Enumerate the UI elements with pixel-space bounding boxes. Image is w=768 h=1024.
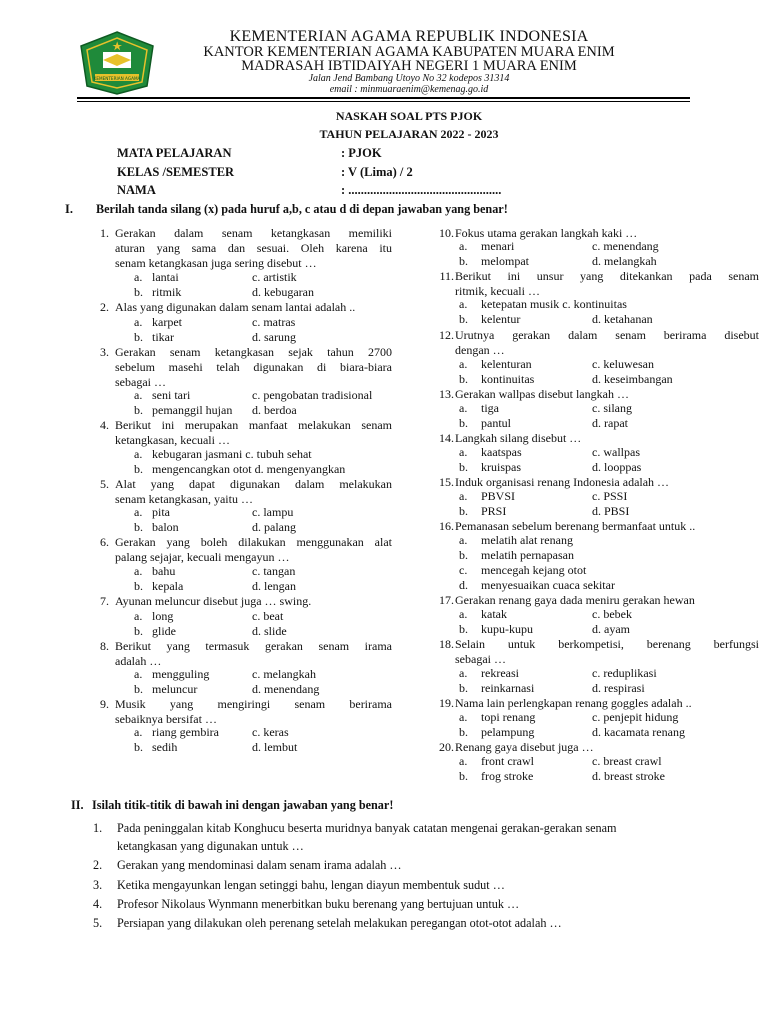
question-text: Gerakan renang gaya dada meniru gerakan hewan	[455, 593, 695, 607]
option-b-letter: b.	[459, 372, 468, 386]
question-text: Gerakan yang boleh dilakukan menggunakan alat	[115, 535, 392, 549]
name-field[interactable]: : .................................................	[341, 183, 502, 197]
question-text: senam ketangkasan juga sering disebut …	[115, 256, 317, 271]
question-number: 1.	[100, 226, 109, 240]
option-b-letter: b.	[134, 285, 143, 299]
option-a-letter: a.	[459, 710, 468, 724]
question-number: 19.	[439, 696, 454, 710]
option-a-letter: a.	[134, 667, 143, 681]
fill-item-text: Profesor Nikolaus Wynmann menerbitkan buku berenang yang bertujuan untuk …	[117, 897, 520, 911]
option-a-letter: a.	[459, 666, 468, 680]
option-a[interactable]: long	[152, 609, 174, 623]
question-text: Gerakan dalam senam ketangkasan memiliki	[115, 226, 392, 240]
option-b-letter: b.	[134, 682, 143, 696]
option-b[interactable]: sedih	[152, 740, 178, 754]
option-b-letter: b.	[459, 416, 468, 430]
question-number: 15.	[439, 475, 454, 489]
option-b[interactable]: kupu-kupu	[481, 622, 533, 636]
option-a[interactable]: kebugaran jasmani c. tubuh sehat	[152, 447, 312, 461]
question-text: sebaiknya bersifat …	[115, 712, 217, 727]
fill-item-number: 1.	[93, 821, 103, 835]
question-text: Selain untuk berkompetisi, berenang berfungsi	[455, 637, 759, 651]
option-a-letter: a.	[459, 401, 468, 415]
question-number: 14.	[439, 431, 454, 445]
question-number: 20.	[439, 740, 454, 754]
option-a[interactable]: rekreasi	[481, 666, 519, 680]
question-number: 9.	[100, 697, 109, 711]
logo-text: KEMENTERIAN AGAMA	[93, 75, 141, 81]
option-a-letter: a.	[134, 447, 143, 461]
option-b[interactable]: PRSI	[481, 504, 507, 518]
option-b-letter: b.	[134, 520, 143, 534]
option-d[interactable]: d. PBSI	[592, 504, 630, 518]
header-ministry: KEMENTERIAN AGAMA REPUBLIK INDONESIA	[229, 28, 589, 45]
option-b-letter: b.	[134, 624, 143, 638]
question-text: Alas yang digunakan dalam senam lantai adalah ..	[115, 300, 356, 314]
option-d[interactable]: d. ketahanan	[592, 312, 653, 326]
option-a-letter: a.	[459, 533, 468, 547]
question-number: 11.	[439, 269, 454, 283]
fill-item-text: Ketika mengayunkan lengan setinggi bahu, lengan diayun membentuk sudut …	[117, 878, 505, 892]
exam-year: TAHUN PELAJARAN 2022 - 2023	[319, 127, 499, 141]
option-b[interactable]: pelampung	[481, 725, 535, 739]
question-text: Langkah silang disebut …	[455, 431, 582, 445]
question-text: sebagai …	[115, 375, 166, 390]
question-text: Nama lain perlengkapan renang goggles adalah ..	[455, 696, 692, 710]
question-text: Berikut yang termasuk gerakan senam irama	[115, 639, 392, 653]
header-office: KANTOR KEMENTERIAN AGAMA KABUPATEN MUARA ENIM	[203, 44, 615, 60]
option-b[interactable]: tikar	[152, 330, 174, 344]
fill-item-text: Pada peninggalan kitab Konghucu beserta muridnya banyak catatan mengenai gerakan-gerakan senam	[117, 821, 617, 835]
header-divider	[77, 97, 690, 99]
option-a-letter: a.	[134, 388, 143, 402]
header-email: email : minmuaraenim@kemenag.go.id	[329, 84, 489, 95]
option-b[interactable]: kelentur	[481, 312, 521, 326]
option-c[interactable]: c. menendang	[592, 239, 659, 253]
question-text: Ayunan meluncur disebut juga … swing.	[115, 594, 312, 608]
option-c[interactable]: c. matras	[252, 315, 296, 329]
option-a-letter: a.	[459, 445, 468, 459]
fill-item-number: 3.	[93, 878, 103, 892]
option-d[interactable]: d. breast stroke	[592, 769, 665, 783]
question-text: senam ketangkasan, yaitu …	[115, 492, 253, 507]
option-c[interactable]: c. lampu	[252, 505, 294, 519]
option-a-letter: a.	[459, 489, 468, 503]
fill-item-text: Persiapan yang dilakukan oleh perenang setelah melakukan peregangan otot-otot adalah …	[117, 916, 562, 930]
option-a[interactable]: karpet	[152, 315, 182, 329]
option-d[interactable]: d. menendang	[252, 682, 320, 696]
option-c[interactable]: c. keluwesan	[592, 357, 654, 371]
option-b-letter: b.	[459, 312, 468, 326]
identity-value: : V (Lima) / 2	[341, 165, 413, 179]
section1-number: I.	[65, 202, 73, 216]
header-school: MADRASAH IBTIDAIYAH NEGERI 1 MUARA ENIM	[241, 58, 577, 74]
option-d[interactable]: d. berdoa	[252, 403, 297, 417]
option-d[interactable]: d. looppas	[592, 460, 642, 474]
fill-item-text: Gerakan yang mendominasi dalam senam irama adalah …	[117, 858, 402, 872]
section2-number: II.	[71, 798, 84, 812]
option-c-letter: c.	[459, 563, 468, 577]
option-c[interactable]: c. PSSI	[592, 489, 628, 503]
option-b-letter: b.	[459, 460, 468, 474]
question-text: Berikut ini unsur yang ditekankan pada senam	[455, 269, 759, 283]
question-number: 5.	[100, 477, 109, 491]
option-a[interactable]: pita	[152, 505, 170, 519]
fill-item-number: 5.	[93, 916, 103, 930]
option-a-letter: a.	[134, 270, 143, 284]
option-a[interactable]: kelenturan	[481, 357, 532, 371]
question-text: aturan yang sama dan sesuai. Oleh karena itu	[115, 241, 392, 256]
question-number: 10.	[439, 226, 454, 240]
option-c[interactable]: c. penjepit hidung	[592, 710, 679, 724]
question-number: 13.	[439, 387, 454, 401]
option-b[interactable]: kepala	[152, 579, 184, 593]
section2-instruction: Isilah titik-titik di bawah ini dengan jawaban yang benar!	[92, 798, 394, 812]
option-d[interactable]: menyesuaikan cuaca sekitar	[481, 578, 615, 592]
fill-item-number: 2.	[93, 858, 103, 872]
question-text: sebelum masehi telah digunakan di biara-biara	[115, 360, 392, 375]
option-c[interactable]: c. bebek	[592, 607, 632, 621]
question-text: Urutnya gerakan dalam senam berirama disebut	[455, 328, 759, 342]
option-b[interactable]: ritmik	[152, 285, 182, 299]
option-b-letter: b.	[459, 681, 468, 695]
option-d[interactable]: d. respirasi	[592, 681, 645, 695]
option-c[interactable]: c. beat	[252, 609, 284, 623]
question-number: 6.	[100, 535, 109, 549]
option-b[interactable]: mengencangkan otot d. mengenyangkan	[152, 462, 346, 476]
option-a-letter: a.	[459, 239, 468, 253]
option-b-letter: b.	[459, 725, 468, 739]
question-text: Berikut ini merupakan manfaat melakukan senam	[115, 418, 392, 432]
option-d[interactable]: d. ayam	[592, 622, 630, 636]
question-number: 3.	[100, 345, 109, 359]
option-d[interactable]: d. lembut	[252, 740, 298, 754]
option-c[interactable]: mencegah kejang otot	[481, 563, 587, 577]
option-c[interactable]: c. breast crawl	[592, 754, 662, 768]
option-d[interactable]: d. kacamata renang	[592, 725, 685, 739]
question-number: 8.	[100, 639, 109, 653]
question-text: palang sejajar, kecuali mengayun …	[115, 550, 290, 565]
exam-title: NASKAH SOAL PTS PJOK	[335, 109, 483, 123]
option-a-letter: a.	[134, 505, 143, 519]
identity-label: MATA PELAJARAN	[117, 146, 232, 160]
option-c[interactable]: c. wallpas	[592, 445, 640, 459]
option-a[interactable]: bahu	[152, 564, 176, 578]
option-b[interactable]: balon	[152, 520, 179, 534]
question-number: 7.	[100, 594, 109, 608]
option-c[interactable]: c. pengobatan tradisional	[252, 388, 373, 402]
question-text: Renang gaya disebut juga …	[455, 740, 594, 754]
option-a[interactable]: riang gembira	[152, 725, 219, 739]
identity-label: NAMA	[117, 183, 156, 197]
option-c[interactable]: c. artistik	[252, 270, 297, 284]
option-b-letter: b.	[134, 579, 143, 593]
option-b-letter: b.	[134, 462, 143, 476]
option-b[interactable]: melompat	[481, 254, 529, 268]
option-b[interactable]: melatih pernapasan	[481, 548, 574, 562]
identity-label: KELAS /SEMESTER	[117, 165, 235, 179]
question-text: adalah …	[115, 654, 162, 669]
fill-item-text-cont: ketangkasan yang digunakan untuk …	[117, 839, 304, 853]
question-number: 4.	[100, 418, 109, 432]
question-number: 16.	[439, 519, 454, 533]
option-a[interactable]: katak	[481, 607, 507, 621]
option-a-letter: a.	[459, 357, 468, 371]
question-text: Fokus utama gerakan langkah kaki …	[455, 226, 638, 240]
question-text: sebagai …	[455, 652, 506, 667]
question-text: Gerakan wallpas disebut langkah …	[455, 387, 629, 401]
option-d[interactable]: d. melangkah	[592, 254, 657, 268]
option-b[interactable]: kruispas	[481, 460, 521, 474]
question-text: dengan …	[455, 343, 505, 358]
option-c[interactable]: c. tangan	[252, 564, 296, 578]
option-c[interactable]: c. melangkah	[252, 667, 316, 681]
question-number: 12.	[439, 328, 454, 342]
question-text: Induk organisasi renang Indonesia adalah …	[455, 475, 670, 489]
option-d[interactable]: d. slide	[252, 624, 287, 638]
option-d[interactable]: d. palang	[252, 520, 296, 534]
option-b[interactable]: meluncur	[152, 682, 198, 696]
question-number: 18.	[439, 637, 454, 651]
option-a-letter: a.	[134, 609, 143, 623]
question-text: Alat yang dapat digunakan dalam melakukan	[115, 477, 392, 491]
option-b[interactable]: frog stroke	[481, 769, 534, 783]
option-a[interactable]: melatih alat renang	[481, 533, 573, 547]
option-a[interactable]: menari	[481, 239, 515, 253]
question-text: Musik yang mengiringi senam berirama	[115, 697, 392, 711]
option-a-letter: a.	[459, 754, 468, 768]
option-a-letter: a.	[134, 725, 143, 739]
option-a[interactable]: seni tari	[152, 388, 191, 402]
option-a[interactable]: kaatspas	[481, 445, 522, 459]
option-a[interactable]: topi renang	[481, 710, 536, 724]
option-b[interactable]: reinkarnasi	[481, 681, 535, 695]
option-a[interactable]: front crawl	[481, 754, 534, 768]
header-divider-thin	[77, 101, 690, 102]
option-d-letter: d.	[459, 578, 468, 592]
question-number: 2.	[100, 300, 109, 314]
option-b-letter: b.	[459, 622, 468, 636]
question-text: Pemanasan sebelum berenang bermanfaat untuk ..	[455, 519, 696, 533]
question-number: 17.	[439, 593, 454, 607]
option-a[interactable]: mengguling	[152, 667, 210, 681]
option-d[interactable]: d. kebugaran	[252, 285, 314, 299]
option-a[interactable]: PBVSI	[481, 489, 516, 503]
option-b-letter: b.	[459, 254, 468, 268]
option-b[interactable]: kontinuitas	[481, 372, 535, 386]
option-a-letter: a.	[459, 607, 468, 621]
option-b-letter: b.	[134, 403, 143, 417]
option-a[interactable]: tiga	[481, 401, 499, 415]
option-c[interactable]: c. silang	[592, 401, 632, 415]
option-a-letter: a.	[459, 297, 468, 311]
option-c[interactable]: c. reduplikasi	[592, 666, 657, 680]
option-b-letter: b.	[459, 548, 468, 562]
option-d[interactable]: d. keseimbangan	[592, 372, 673, 386]
option-b-letter: b.	[459, 504, 468, 518]
option-b[interactable]: glide	[152, 624, 176, 638]
option-d[interactable]: d. sarung	[252, 330, 296, 344]
option-b[interactable]: pemanggil hujan	[152, 403, 233, 417]
option-a-letter: a.	[134, 315, 143, 329]
option-b-letter: b.	[134, 740, 143, 754]
option-b-letter: b.	[459, 769, 468, 783]
question-text: ritmik, kecuali …	[455, 284, 540, 299]
header-address: Jalan Jend Bambang Utoyo No 32 kodepos 31314	[308, 73, 510, 84]
option-b[interactable]: pantul	[481, 416, 511, 430]
option-c[interactable]: c. keras	[252, 725, 289, 739]
identity-value: : PJOK	[341, 146, 382, 160]
fill-item-number: 4.	[93, 897, 103, 911]
option-a[interactable]: lantai	[152, 270, 179, 284]
question-text: ketangkasan, kecuali …	[115, 433, 230, 448]
section1-instruction: Berilah tanda silang (x) pada huruf a,b, c atau d di depan jawaban yang benar!	[96, 202, 508, 216]
option-d[interactable]: d. lengan	[252, 579, 296, 593]
option-b-letter: b.	[134, 330, 143, 344]
question-text: Gerakan senam ketangkasan sejak tahun 2700	[115, 345, 392, 359]
option-a[interactable]: ketepatan musik c. kontinuitas	[481, 297, 627, 311]
option-d[interactable]: d. rapat	[592, 416, 628, 430]
option-a-letter: a.	[134, 564, 143, 578]
